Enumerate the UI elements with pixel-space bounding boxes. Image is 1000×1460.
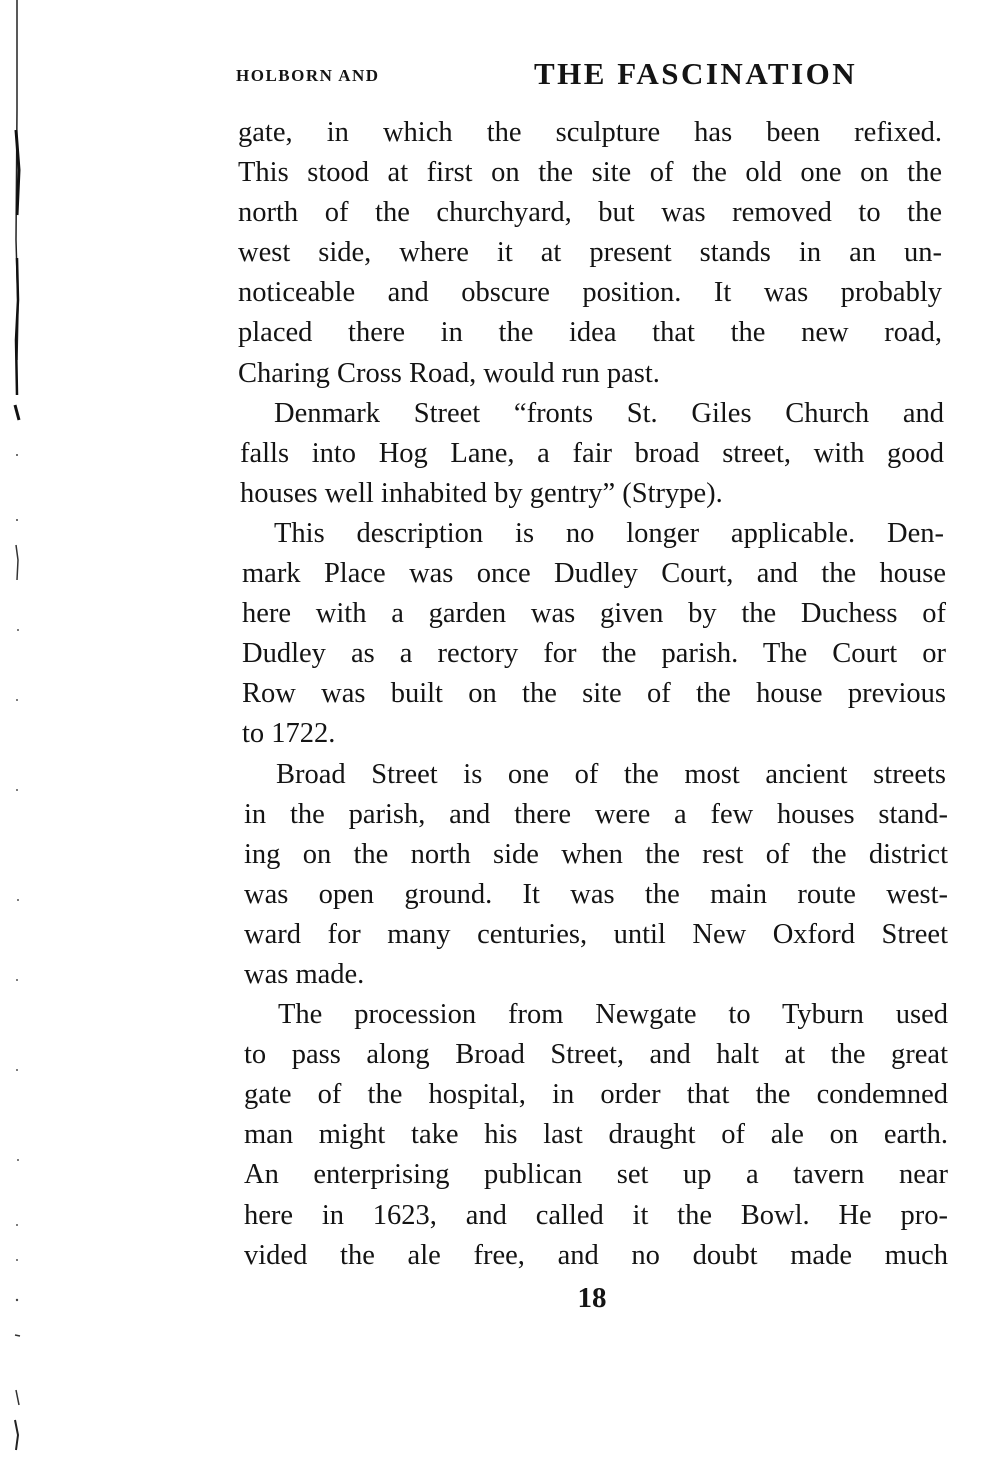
text-line: ing on the north side when the rest of the district (244, 838, 948, 870)
text-line: The procession from Newgate to Tyburn used (278, 999, 948, 1031)
running-header (236, 56, 946, 96)
text-line: here with a garden was given by the Duchess of (242, 598, 946, 630)
body-text (238, 113, 948, 1276)
text-line: mark Place was once Dudley Court, and the house (242, 558, 946, 590)
running-header-left: HOLBORN AND (236, 66, 380, 85)
text-line: gate, in which the sculpture has been refixed. (238, 117, 942, 148)
text-line: was open ground. It was the main route west- (244, 878, 948, 910)
text-line: Row was built on the site of the house previous (242, 678, 946, 710)
text-line: here in 1623, and called it the Bowl. He pro- (244, 1199, 948, 1231)
running-header-title: THE FASCINATION (534, 56, 858, 91)
text-line: to 1722. (242, 718, 336, 750)
page-number: 18 (577, 1282, 607, 1314)
text-line: houses well inhabited by gentry” (Strype). (240, 477, 723, 509)
text-line: north of the churchyard, but was removed to the (238, 197, 942, 229)
text-line: falls into Hog Lane, a fair broad street, with good (240, 437, 944, 469)
text-line: Charing Cross Road, would run past. (238, 357, 660, 389)
text-line: This stood at first on the site of the old one on the (238, 157, 942, 189)
text-line: west side, where it at present stands in an un- (238, 237, 942, 269)
text-line: Broad Street is one of the most ancient streets (276, 758, 946, 790)
text-line: vided the ale free, and no doubt made much (244, 1239, 948, 1271)
text-line: was made. (244, 958, 365, 990)
text-line: in the parish, and there were a few houses stand- (244, 798, 948, 830)
binding-edge-marks (8, 0, 26, 1460)
text-line: to pass along Broad Street, and halt at the great (244, 1039, 948, 1071)
text-line: This description is no longer applicable. Den- (274, 517, 944, 549)
text-line: placed there in the idea that the new road, (238, 317, 942, 349)
text-line: An enterprising publican set up a tavern near (244, 1159, 948, 1191)
text-line: Denmark Street “fronts St. Giles Church and (274, 397, 944, 429)
text-line: Dudley as a rectory for the parish. The Court or (242, 638, 946, 670)
text-line: gate of the hospital, in order that the condemned (244, 1079, 948, 1111)
text-line: man might take his last draught of ale on earth. (244, 1119, 948, 1151)
text-line: ward for many centuries, until New Oxford Street (244, 918, 948, 950)
text-line: noticeable and obscure position. It was probably (238, 277, 942, 309)
